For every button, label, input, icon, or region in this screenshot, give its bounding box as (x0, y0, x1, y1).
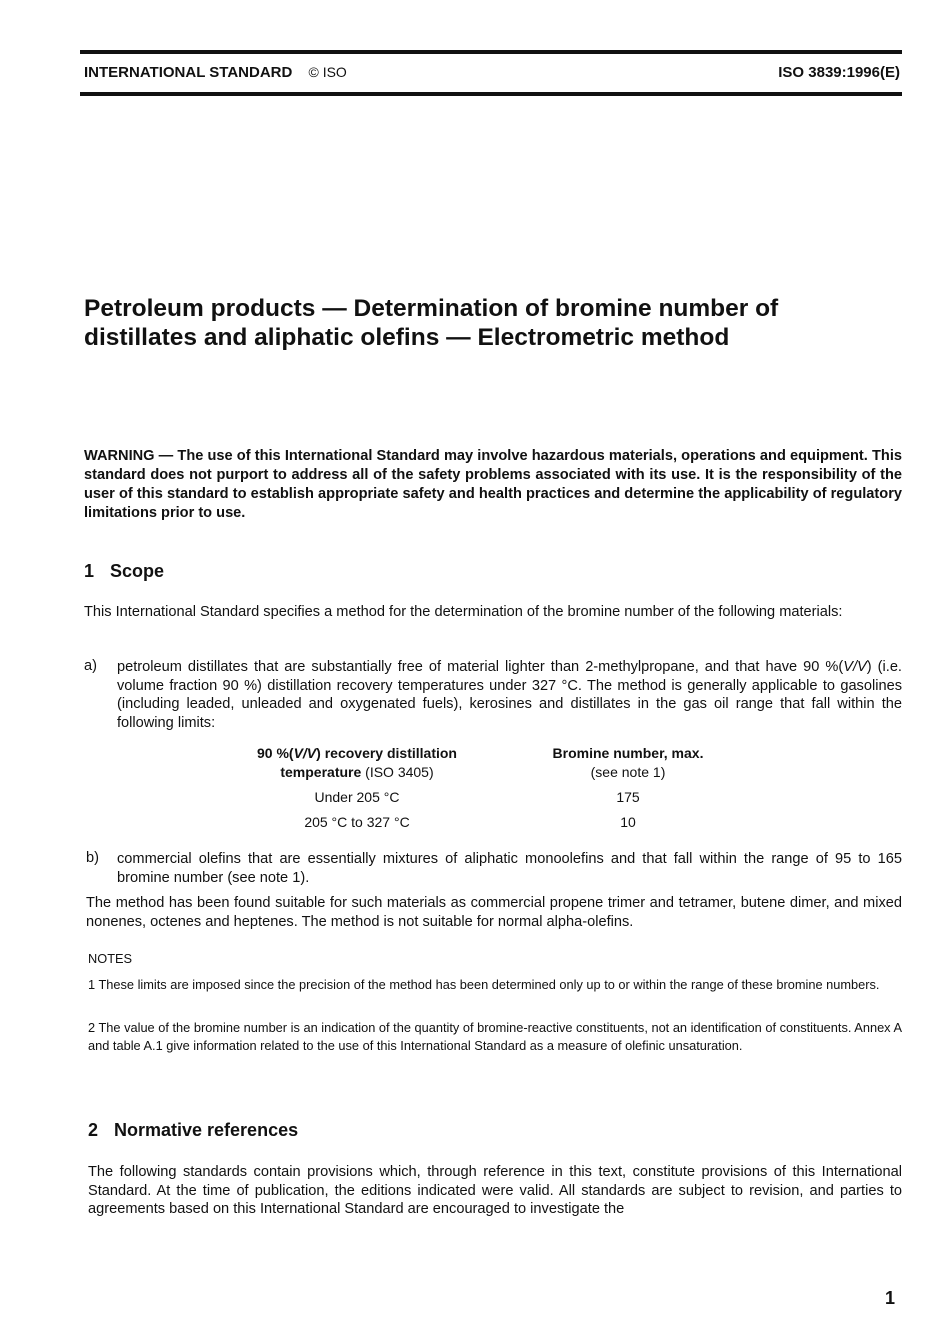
table-row-1-bromine: 175 (616, 789, 640, 805)
header-bottom-rule (80, 92, 902, 96)
col1-head-ref: (ISO 3405) (361, 763, 434, 780)
warning-paragraph: WARNING — The use of this International Standard may involve hazardous materials, operations and equipment. This standard does not purport to address all of the safety problems associated with its use. It is the responsibility of the user of this standard to establish appropriate safety and health practices and determine the applicability of regulatory limitations prior to use. (84, 448, 902, 521)
item-a-text (117, 658, 902, 732)
title-line-1: Petroleum products — Determination of bromine number of (84, 295, 779, 322)
item-b-text: commercial olefins that are essentially mixtures of aliphatic monoolefins and that fall within the range of 95 to 165 bromine number (see note 1). (117, 851, 902, 886)
note-1: 1 These limits are imposed since the precision of the method has been determined only up to or within the range of these bromine numbers. (88, 977, 880, 992)
col2-head-line1: Bromine number, max. (552, 745, 704, 761)
section-1-number: 1 (84, 561, 95, 581)
scope-intro: This International Standard specifies a method for the determination of the bromine number of the following materials: (84, 604, 843, 620)
table-row-2-temp: 205 °C to 327 °C (304, 814, 410, 830)
scope-suitability-paragraph: The method has been found suitable for such materials as commercial propene trimer and tetramer, butene dimer, and mixed nonenes, octenes and heptenes. The method is not suitable for normal alpha-olefins. (86, 895, 902, 930)
title-line-2: distillates and aliphatic olefins — Electrometric method (84, 324, 730, 351)
item-a-italic: V/V (843, 659, 867, 675)
col1-head-part1: 90 %( (257, 745, 294, 761)
item-a-text-part1: petroleum distillates that are substantially free of material lighter than 2-methylpropane, and that have 90 %( (117, 659, 844, 675)
header-standard-label: INTERNATIONAL STANDARD (84, 64, 293, 81)
col2-head-line2: (see note 1) (590, 763, 666, 780)
section-2-title: Normative references (114, 1120, 299, 1140)
col1-head-part2: ) recovery distillation (316, 745, 457, 761)
section-1-title: Scope (110, 561, 165, 581)
notes-heading: NOTES (88, 951, 133, 966)
item-b-label: b) (86, 850, 99, 866)
normative-references-paragraph: The following standards contain provisions which, through reference in this text, constitute provisions of this International Standard. At the time of publication, the editions indicated were valid. All standards are subject to revision, and parties to agreements based on this International Standard are encouraged to investigate the (88, 1164, 902, 1217)
table-col1-header (232, 744, 482, 781)
document-title (84, 294, 884, 352)
table-col2-header (518, 744, 738, 781)
header-left (84, 64, 347, 81)
col1-head-line2: temperature (280, 763, 362, 780)
page-number: 1 (885, 1288, 896, 1308)
section-1-heading (84, 561, 164, 582)
col1-head-italic: V/V (293, 745, 317, 761)
section-2-heading (88, 1120, 298, 1141)
item-a-label: a) (84, 658, 97, 674)
table-row-1-temp: Under 205 °C (314, 789, 400, 805)
table-row-2-bromine: 10 (620, 814, 636, 830)
header-top-rule (80, 50, 902, 54)
note-2: 2 The value of the bromine number is an indication of the quantity of bromine-reactive constituents, not an identification of constituents. Annex A and table A.1 give information related to the use of this International Standard as a measure of olefinic unsaturation. (88, 1020, 902, 1053)
section-2-number: 2 (88, 1120, 99, 1140)
item-a-text-part2: ) (i.e. volume fraction 90 %) distillation recovery temperatures under 327 °C. The method is generally applicable to gasolines (including leaded, unleaded and oxygenated fuels), kerosines and distillates in the gas oil range that fall within the following limits: (117, 659, 902, 731)
header-copyright: © ISO (308, 64, 347, 80)
header-document-id: ISO 3839:1996(E) (778, 64, 900, 81)
